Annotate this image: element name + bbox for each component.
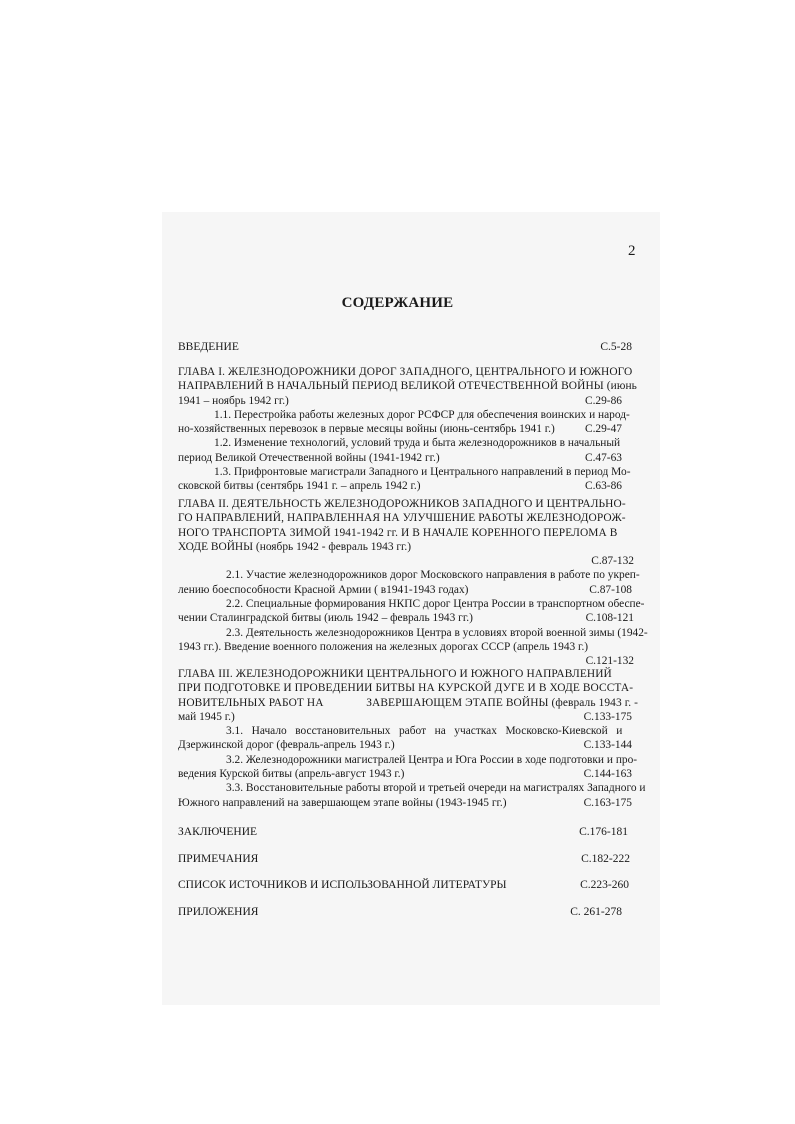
toc-entry-pages: С.29-47 [584,423,622,436]
toc-entry-pages: С.163-175 [583,796,632,809]
toc-entry-label: ВВЕДЕНИЕ [178,341,239,353]
toc-entry-pages: С.176-181 [579,826,628,838]
toc-entry-pages: С.29-86 [584,394,622,407]
toc-entry-pages: С.133-144 [583,739,632,752]
toc-entry-notes: ПРИМЕЧАНИЯ С.182-222 [178,853,630,865]
toc-chapter-3: ГЛАВА III. ЖЕЛЕЗНОДОРОЖНИКИ ЦЕНТРАЛЬНОГО И ЮЖНОГО НАПРАВЛЕНИЙ ПРИ ПОДГОТОВКЕ И ПРОВЕДЕНИИ БИТВЫ НА КУРСКОЙ ДУГЕ И В ХОДЕ ВОССТА- НОВИТЕЛЬНЫХ РАБОТ НА ЗАВЕРШАЮЩЕМ ЭТАПЕ ВОЙНЫ (февраль 1943 г. - май 1945 г.) С.133-175 3.1. Начало восстановительных работ на участках Московско-Киевской и Дзержинской дорог (февраль-апрель 1943 г.) С.133-144 3.2. Железнодорожники магистралей Центра и Юга России в ходе подготовки и про- ведения Курской битвы (апрель-август 1943 г.) С.144-163 3.3. Восстановительные работы второй и третьей очереди на магистралях Западного и Южного направлений на завершающем этапе войны (1943-1945 гг.) С.163-175 [178,668,646,809]
toc-entry-pages: С.87-108 [589,583,632,596]
page-number: 2 [628,243,636,259]
toc-entry-pages: С.108-121 [585,612,634,625]
toc-subsection-2-1: 2.1. Участие железнодорожников дорог Московского направления в работе по укреп- лению боеспособности Красной Армии ( в1941-1943 годах) С.87-108 [178,569,640,596]
toc-subsection-3-1: 3.1. Начало восстановительных работ на участках Московско-Киевской и Дзержинской дорог (февраль-апрель 1943 г.) С.133-144 [178,725,632,752]
toc-entry-introduction [178,340,638,354]
toc-chapter-2: ГЛАВА II. ДЕЯТЕЛЬНОСТЬ ЖЕЛЕЗНОДОРОЖНИКОВ ЗАПАДНОГО И ЦЕНТРАЛЬНО- ГО НАПРАВЛЕНИЙ, НАПРАВЛЕННАЯ НА УЛУЧШЕНИЕ РАБОТЫ ЖЕЛЕЗНОДОРОЖ- НОГО ТРАНСПОРТА ЗИМОЙ 1941-1942 гг. И В НАЧАЛЕ КОРЕННОГО ПЕРЕЛОМА В ХОДЕ ВОЙНЫ (ноябрь 1942 - февраль 1943 гг.) С.87-132 2.1. Участие железнодорожников дорог Московского направления в работе по укреп- лению боеспособности Красной Армии ( в1941-1943 годах) С.87-108 2.2. Специальные формирования НКПС дорог Центра России в транспортном обеспе- чении Сталинградской битвы (июль 1942 – февраль 1943 гг.) С.108-121 2.3. Деятельность железнодорожников Центра в условиях второй военной зимы (1942- 1943 гг.). Введение военного положения на железных дорогах СССР (апрель 1943 г.) С.121-132 [178,498,648,668]
toc-entry-conclusion: ЗАКЛЮЧЕНИЕ С.176-181 [178,826,628,838]
chapter-heading-line: 1941 – ноябрь 1942 гг.) С.29-86 [178,394,622,407]
toc-entry-appendix: ПРИЛОЖЕНИЯ С. 261-278 [178,906,622,918]
toc-subsection-1-1: 1.1. Перестройка работы железных дорог РСФСР для обеспечения воинских и народ- но-хозяйственных перевозок в первые месяцы войны (июнь-сентябрь 1941 г.) С.29-47 [178,408,630,436]
toc-entry-pages: С.121-132 [585,655,634,668]
toc-subsection-3-2: 3.2. Железнодорожники магистралей Центра и Юга России в ходе подготовки и про- ведения Курской битвы (апрель-август 1943 г.) С.144-163 [178,753,638,781]
toc-entry-pages: С.133-175 [583,710,632,723]
toc-entry-pages: С.182-222 [581,853,630,865]
toc-subsection-3-3: 3.3. Восстановительные работы второй и третьей очереди на магистралях Западного и Южного направлений на завершающем этапе войны (1943-1945 гг.) С.163-175 [178,782,646,809]
toc-entry-pages: С. 261-278 [570,906,622,918]
toc-subsection-2-3: 2.3. Деятельность железнодорожников Центра в условиях второй военной зимы (1942- 1943 гг.). Введение военного положения на железных дорогах СССР (апрель 1943 г.) С.121-132 [178,626,648,668]
toc-subsection-2-2: 2.2. Специальные формирования НКПС дорог Центра России в транспортном обеспе- чении Сталинградской битвы (июль 1942 – февраль 1943 гг.) С.108-121 [178,598,645,625]
toc-entry-pages: С.87-132 [591,555,634,568]
toc-entry-pages: С.223-260 [580,879,629,891]
toc-entry-sources: СПИСОК ИСТОЧНИКОВ И ИСПОЛЬЗОВАННОЙ ЛИТЕРАТУРЫ С.223-260 [178,879,629,891]
toc-entry-pages: С.47-63 [584,451,622,464]
toc-subsection-1-3: 1.3. Прифронтовые магистрали Западного и Центрального направлений в период Мо- сковской битвы (сентябрь 1941 г. – апрель 1942 г.) С.63-86 [178,466,631,493]
toc-chapter-1 [178,365,638,494]
chapter-heading-line: НАПРАВЛЕНИЙ В НАЧАЛЬНЫЙ ПЕРИОД ВЕЛИКОЙ ОТЕЧЕСТВЕННОЙ ВОЙНЫ (июнь [178,380,637,393]
toc-subsection-1-2: 1.2. Изменение технологий, условий труда и быта железнодорожников в начальный период Великой Отечественной войны (1941-1942 гг.) С.47-63 [178,437,622,464]
toc-entry-pages: С.144-163 [583,768,632,781]
toc-entry-pages: С.63-86 [584,480,622,493]
page-title: СОДЕРЖАНИЕ [341,295,454,311]
toc-entry-pages: С.5-28 [600,341,632,353]
chapter-heading-line: ГЛАВА I. ЖЕЛЕЗНОДОРОЖНИКИ ДОРОГ ЗАПАДНОГО, ЦЕНТРАЛЬНОГО И ЮЖНОГО [178,366,633,378]
